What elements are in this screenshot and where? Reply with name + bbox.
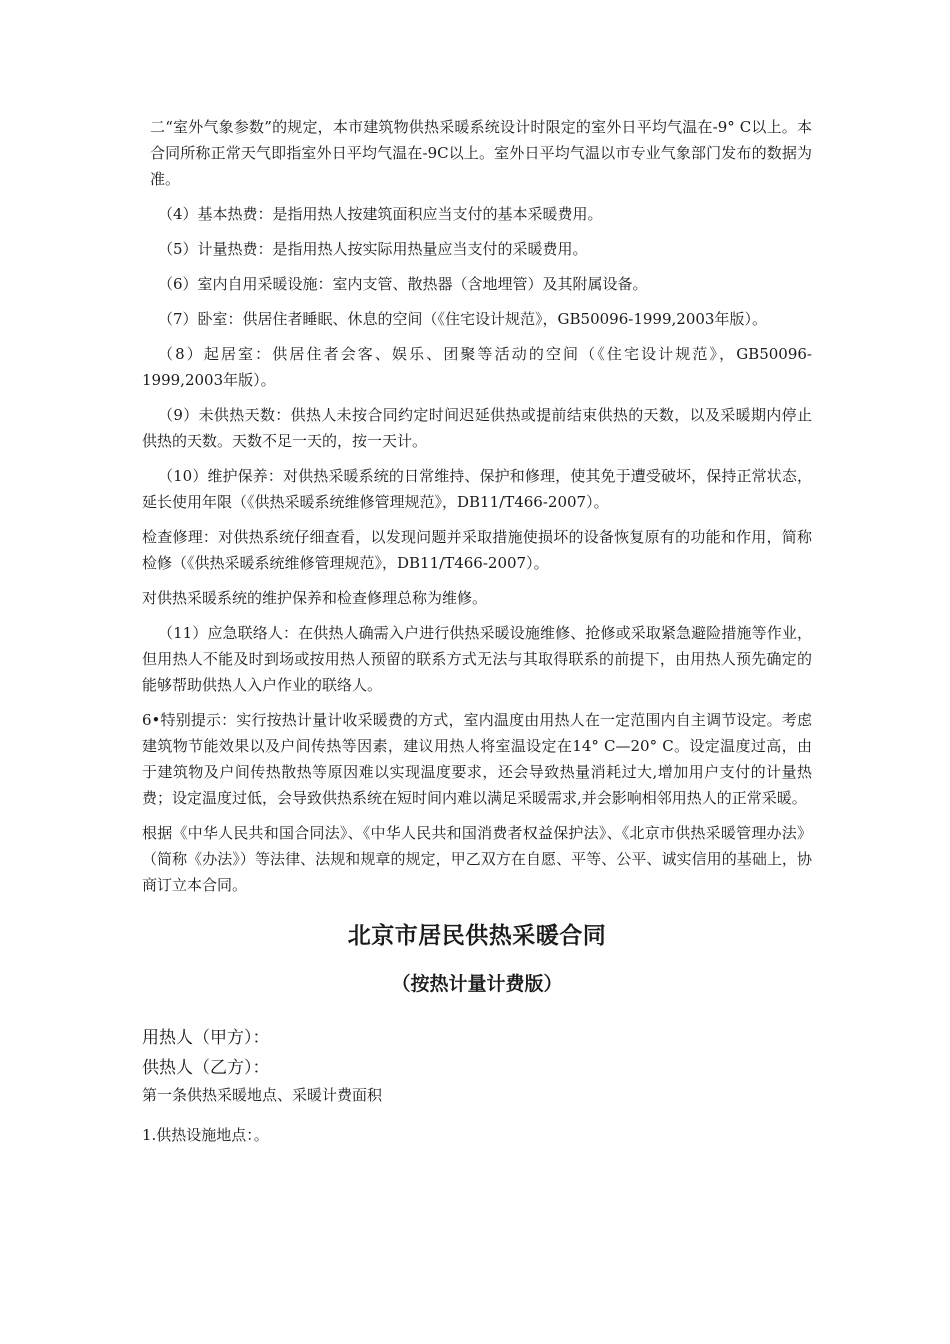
paragraph-unheated-days: （9）未供热天数：供热人未按合同约定时间迟延供热或提前结束供热的天数，以及采暖期内停止供热的天数。天数不足一天的，按一天计。	[142, 406, 812, 450]
party-a-label: 用热人（甲方）：	[142, 1028, 270, 1048]
paragraph-outdoor-temperature: 二“室外气象参数”的规定，本市建筑物供热采暖系统设计时限定的室外日平均气温在-9° C以上。本合同所称正常天气即指室外日平均气温在-9C以上。室外日平均气温以市专业气象部门发布的数据为准。	[150, 118, 812, 188]
article-1-heading: 第一条供热采暖地点、采暖计费面积	[142, 1086, 383, 1104]
document-page	[142, 114, 812, 1148]
party-b-label: 供热人（乙方）：	[142, 1058, 270, 1078]
paragraph-emergency-contact: （11）应急联络人：在供热人确需入户进行供热采暖设施维修、抢修或采取紧急避险措施等作业，但用热人不能及时到场或按用热人预留的联系方式无法与其取得联系的前提下，由用热人预先确定的能够帮助供热人入户作业的联络人。	[142, 624, 812, 694]
paragraph-repair-definition: 对供热采暖系统的维护保养和检查修理总称为维修。	[142, 589, 488, 607]
paragraph-legal-basis: 根据《中华人民共和国合同法》、《中华人民共和国消费者权益保护法》、《北京市供热采暖管理办法》（简称《办法》）等法律、法规和规章的规定，甲乙双方在自愿、平等、公平、诚实信用的基础上，协商订立本合同。	[142, 824, 812, 894]
paragraph-maintenance: （10）维护保养：对供热采暖系统的日常维持、保护和修理，使其免于遭受破坏，保持正常状态，延长使用年限（《供热采暖系统维修管理规范》，DB11/T466-2007）。	[142, 467, 812, 511]
paragraph-inspection-repair: 检查修理：对供热系统仔细查看，以发现问题并采取措施使损坏的设备恢复原有的功能和作用，简称检修（《供热采暖系统维修管理规范》，DB11/T466-2007）。	[142, 528, 812, 572]
paragraph-indoor-facilities: （6）室内自用采暖设施：室内支管、散热器（含地埋管）及其附属设备。	[158, 275, 648, 293]
contract-subtitle: （按热计量计费版）	[391, 973, 563, 995]
paragraph-basic-heat-fee: （4）基本热费：是指用热人按建筑面积应当支付的基本采暖费用。	[158, 205, 603, 223]
paragraph-living-room: （8）起居室：供居住者会客、娱乐、团聚等活动的空间（《住宅设计规范》，GB50096-1999,2003年版）。	[142, 345, 812, 389]
paragraph-metered-heat-fee: （5）计量热费：是指用热人按实际用热量应当支付的采暖费用。	[158, 240, 588, 258]
item-heating-location: 1.供热设施地点：。	[142, 1126, 269, 1144]
paragraph-special-notice: 6•特别提示：实行按热计量计收采暖费的方式，室内温度由用热人在一定范围内自主调节设定。考虑建筑物节能效果以及户间传热等因素，建议用热人将室温设定在14° C—20° C。设定温度过高，由于建筑物及户间传热散热等原因难以实现温度要求，还会导致热量消耗过大,增加用户支付的计量热费；设定温度过低，会导致供热系统在短时间内难以满足采暖需求,并会影响相邻用热人的正常采暖。	[142, 711, 812, 807]
paragraph-bedroom: （7）卧室：供居住者睡眠、休息的空间（《住宅设计规范》，GB50096-1999,2003年版）。	[158, 310, 767, 328]
contract-title: 北京市居民供热采暖合同	[347, 922, 607, 949]
